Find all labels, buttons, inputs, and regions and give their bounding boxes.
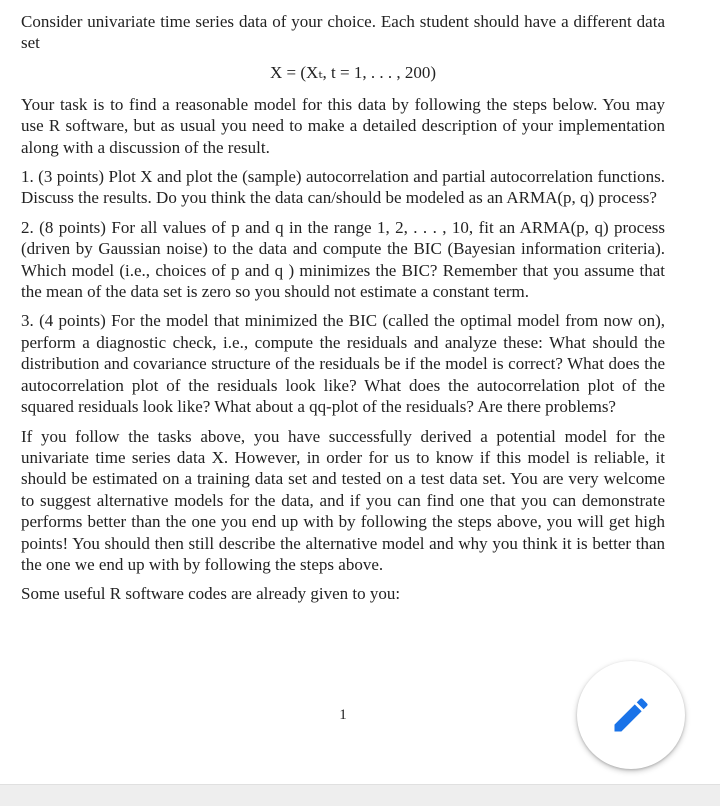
- bottom-bar: [0, 784, 720, 806]
- item-3-paragraph: 3. (4 points) For the model that minimized the BIC (called the optimal model from now on), perform a diagnostic check, i.e., compute the residuals and analyze these: What should the distribution and covariance structure of the residuals be if the model is correct? What does the autocorrelation plot of the residuals look like? What does the autocorrelation plot of the squared residuals look like? What about a qq-plot of the residuals? Are there problems?: [21, 311, 665, 417]
- edit-button[interactable]: [577, 661, 685, 769]
- item-1-paragraph: 1. (3 points) Plot X and plot the (sample) autocorrelation and partial autocorrelation functions. Discuss the results. Do you think the data can/should be modeled as an ARMA(p, q) process?: [21, 167, 665, 208]
- intro-paragraph: Consider univariate time series data of your choice. Each student should have a different data set: [21, 12, 665, 53]
- document-page: [21, 11, 665, 613]
- formula: X = (Xₜ, t = 1, . . . , 200): [270, 62, 436, 82]
- followup-paragraph: If you follow the tasks above, you have successfully derived a potential model for the univariate time series data X. However, in order for us to know if this model is reliable, it should be estimated on a training data set and tested on a test data set. You are very welcome to suggest alternative models for the data, and if you can find one that you can demonstrate performs better than the one you end up with by following the steps above, you will get high points! You should then still describe the alternative model and why you think it is better than the one we end up with by following the steps above.: [21, 426, 665, 574]
- pencil-icon: [609, 693, 653, 737]
- closing-paragraph: Some useful R software codes are already given to you:: [21, 584, 401, 604]
- page-number: 1: [339, 707, 347, 723]
- item-2-paragraph: 2. (8 points) For all values of p and q in the range 1, 2, . . . , 10, fit an ARMA(p, q) process (driven by Gaussian noise) to the data and compute the BIC (Bayesian information criteria). Which model (i.e., choices of p and q ) minimizes the BIC? Remember that you assume that the mean of the data set is zero so you should not estimate a constant term.: [21, 217, 665, 302]
- task-paragraph: Your task is to find a reasonable model for this data by following the steps below. You may use R software, but as usual you need to make a detailed description of your implementation along with a discussion of the result.: [21, 94, 665, 157]
